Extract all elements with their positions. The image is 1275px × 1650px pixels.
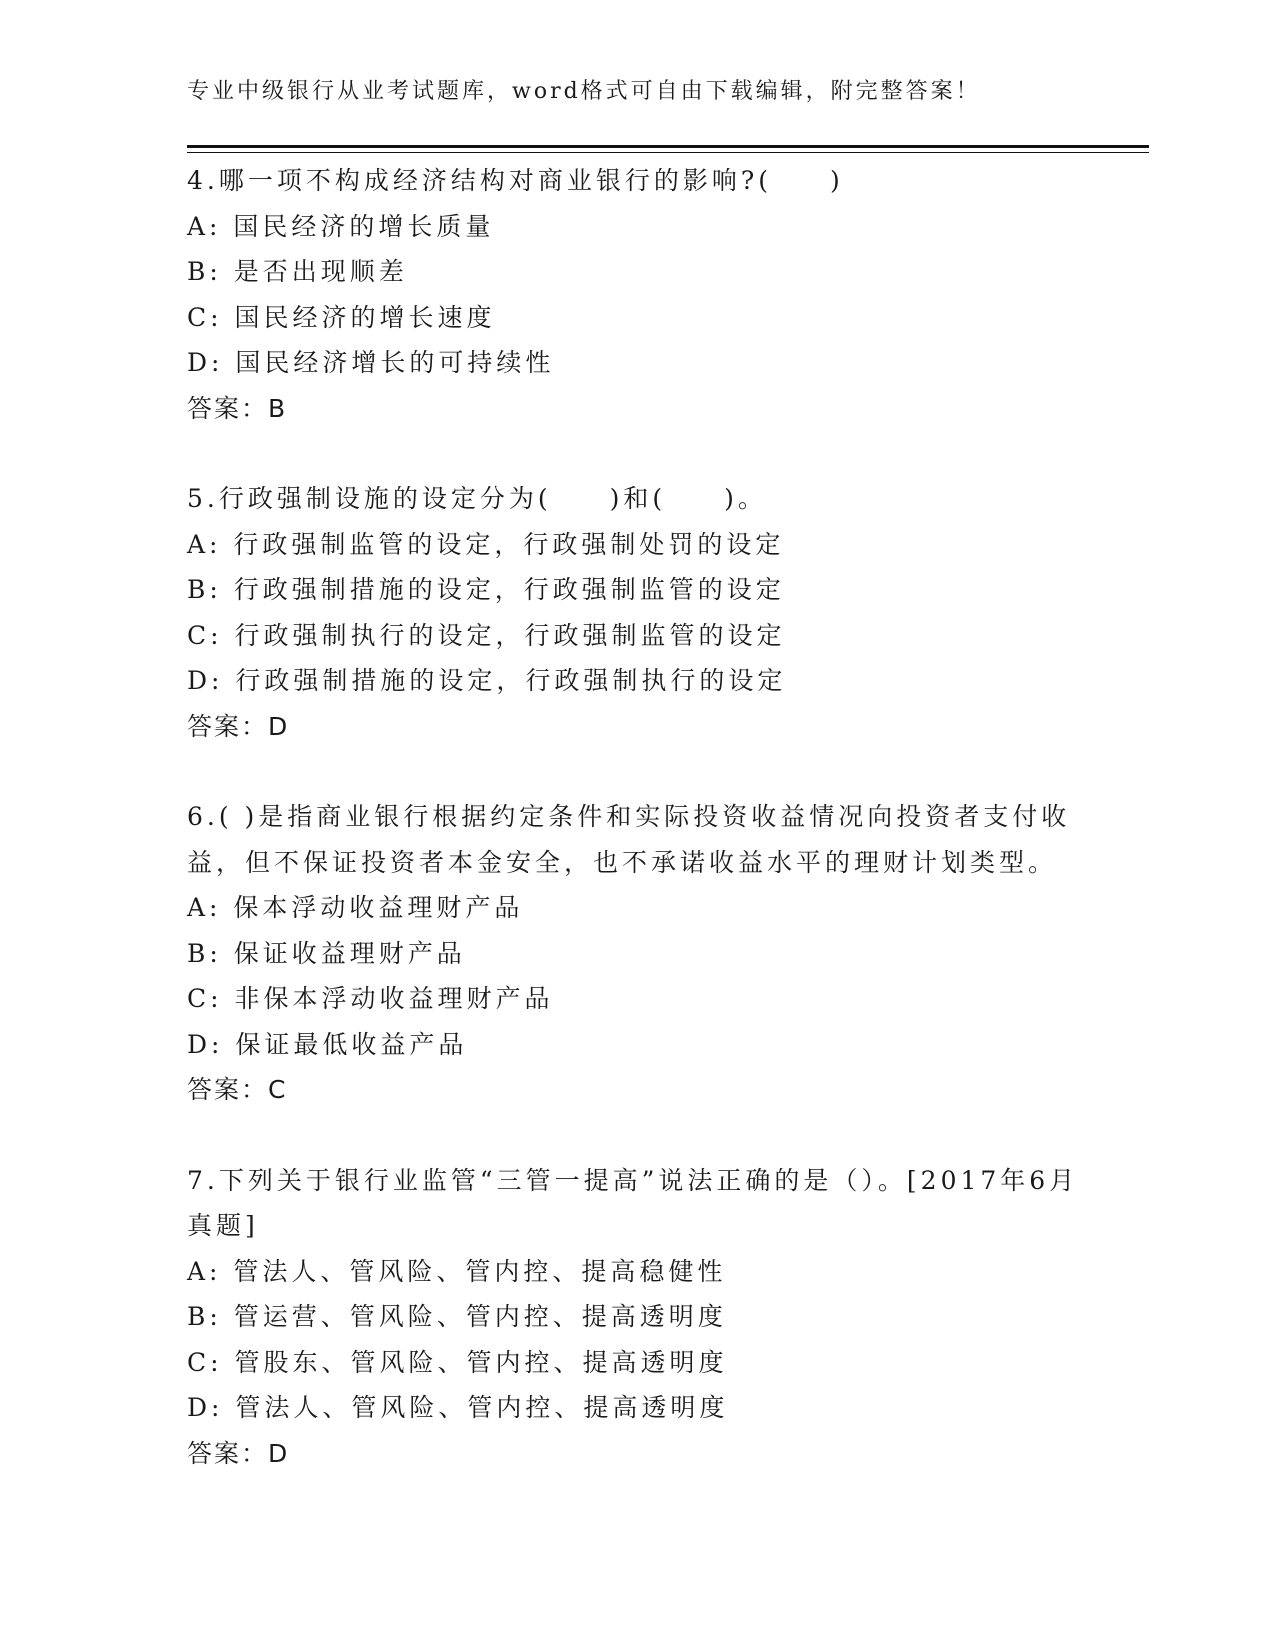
option-d: D: 行政强制措施的设定，行政强制执行的设定 xyxy=(187,666,787,695)
question-6 xyxy=(187,794,1087,1113)
answer-line: 答案：C xyxy=(187,1075,288,1104)
question-4 xyxy=(187,158,1087,431)
option-c: C: 非保本浮动收益理财产品 xyxy=(187,984,554,1013)
option-a: A: 保本浮动收益理财产品 xyxy=(187,893,524,922)
option-b: B: 管运营、管风险、管内控、提高透明度 xyxy=(187,1302,727,1331)
question-5 xyxy=(187,476,1087,749)
option-a: A: 管法人、管风险、管内控、提高稳健性 xyxy=(187,1256,727,1286)
option-d: D: 管法人、管风险、管内控、提高透明度 xyxy=(187,1393,729,1422)
answer-line: 答案：B xyxy=(187,393,288,423)
option-b: B: 是否出现顺差 xyxy=(187,257,408,286)
answer-line: 答案：D xyxy=(187,1438,290,1468)
question-text: 5.行政强制设施的设定分为( )和( )。 xyxy=(187,484,767,513)
question-text: 6.( )是指商业银行根据约定条件和实际投资收益情况向投资者支付收益，但不保证投资者本金安全，也不承诺收益水平的理财计划类型。 xyxy=(187,802,1071,877)
option-d: D: 保证最低收益产品 xyxy=(187,1029,468,1059)
option-d: D: 国民经济增长的可持续性 xyxy=(187,348,555,377)
option-b: B: 行政强制措施的设定，行政强制监管的设定 xyxy=(187,575,785,604)
option-a: A: 国民经济的增长质量 xyxy=(187,211,495,241)
question-list xyxy=(187,158,1087,1521)
answer-line: 答案：D xyxy=(187,711,290,741)
page-header: 专业中级银行从业考试题库，word格式可自由下载编辑，附完整答案！ xyxy=(187,79,981,104)
question-text: 7.下列关于银行业监管“三管一提高”说法正确的是（）。[2017年6月真题] xyxy=(187,1165,1079,1240)
question-7 xyxy=(187,1158,1087,1477)
option-c: C: 国民经济的增长速度 xyxy=(187,302,496,332)
option-c: C: 管股东、管风险、管内控、提高透明度 xyxy=(187,1347,728,1377)
option-b: B: 保证收益理财产品 xyxy=(187,938,466,968)
option-c: C: 行政强制执行的设定，行政强制监管的设定 xyxy=(187,620,786,650)
header-rule-thick xyxy=(187,145,1149,148)
option-a: A: 行政强制监管的设定，行政强制处罚的设定 xyxy=(187,529,785,559)
question-text: 4.哪一项不构成经济结构对商业银行的影响?( ) xyxy=(187,166,844,195)
header-rule-thin xyxy=(187,152,1149,153)
